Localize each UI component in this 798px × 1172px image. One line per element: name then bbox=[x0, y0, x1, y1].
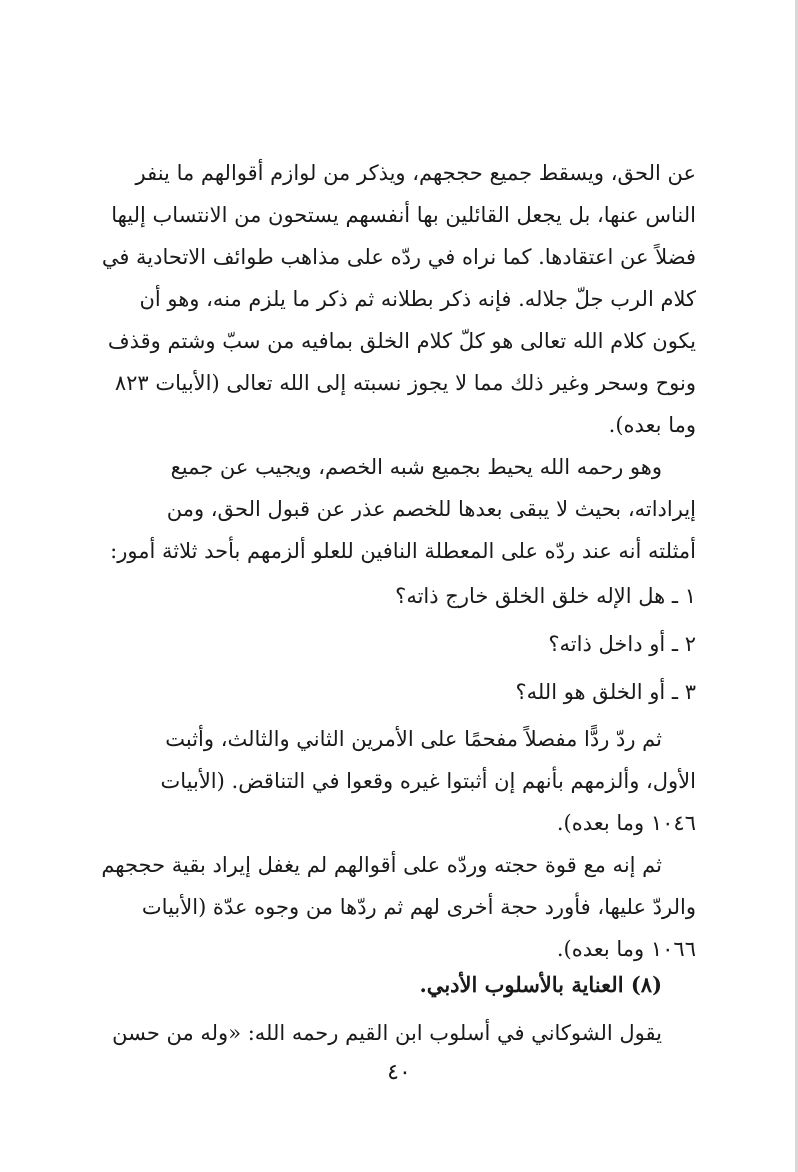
paragraph-line: الناس عنها، بل يجعل القائلين بها أنفسهم يستحون من الانتساب إليها bbox=[111, 203, 696, 227]
paragraph-line: عن الحق، ويسقط جميع حججهم، ويذكر من لوازم أقوالهم ما ينفر bbox=[135, 161, 696, 185]
section-heading bbox=[80, 964, 696, 1006]
list-item: ٢ ـ أو داخل ذاته؟ bbox=[548, 632, 696, 656]
paragraph-line: أمثلته أنه عند ردّه على المعطلة النافين للعلو ألزمهم بأحد ثلاثة أمور: bbox=[110, 539, 696, 563]
paragraph-line: ثم ردّ ردًّا مفصلاً مفحمًا على الأمرين الثاني والثالث، وأثبت bbox=[165, 727, 662, 751]
list-item: ١ ـ هل الإله خلق الخلق خارج ذاته؟ bbox=[395, 584, 696, 608]
paragraph-line: يقول الشوكاني في أسلوب ابن القيم رحمه الله: «وله من حسن bbox=[112, 1021, 662, 1045]
list-item: ٣ ـ أو الخلق هو الله؟ bbox=[515, 680, 696, 704]
numbered-list bbox=[80, 572, 696, 716]
paragraph-2 bbox=[80, 446, 696, 572]
paragraph-line: وهو رحمه الله يحيط بجميع شبه الخصم، ويجيب عن جميع bbox=[170, 455, 662, 479]
paragraph-line: ١٠٦٦ وما بعده). bbox=[556, 937, 696, 961]
paragraph-5 bbox=[80, 1012, 696, 1054]
paragraph-line: والردّ عليها، فأورد حجة أخرى لهم ثم ردّها من وجوه عدّة (الأبيات bbox=[141, 895, 696, 919]
paragraph-line: فضلاً عن اعتقادها. كما نراه في ردّه على مذاهب طوائف الاتحادية في bbox=[101, 245, 696, 269]
paragraph-3 bbox=[80, 718, 696, 844]
paragraph-1 bbox=[80, 152, 696, 446]
paragraph-line: ١٠٤٦ وما بعده). bbox=[556, 811, 696, 835]
paragraph-line: وما بعده). bbox=[608, 413, 696, 437]
paragraph-line: كلام الرب جلّ جلاله. فإنه ذكر بطلانه ثم ذكر ما يلزم منه، وهو أن bbox=[139, 287, 696, 311]
paragraph-line: إيراداته، بحيث لا يبقى بعدها للخصم عذر عن قبول الحق، ومن bbox=[166, 497, 696, 521]
paragraph-line: الأول، وألزمهم بأنهم إن أثبتوا غيره وقعوا في التناقض. (الأبيات bbox=[160, 769, 696, 793]
paragraph-line: يكون كلام الله تعالى هو كلّ كلام الخلق بمافيه من سبّ وشتم وقذف bbox=[107, 329, 696, 353]
paragraph-line: ونوح وسحر وغير ذلك مما لا يجوز نسبته إلى الله تعالى (الأبيات ٨٢٣ bbox=[114, 371, 696, 395]
heading-text: (٨) العناية بالأسلوب الأدبي. bbox=[419, 972, 662, 997]
paragraph-4 bbox=[80, 844, 696, 970]
page-number: ٤٠ bbox=[387, 1060, 411, 1085]
paragraph-line: ثم إنه مع قوة حجته وردّه على أقوالهم لم يغفل إيراد بقية حججهم bbox=[101, 853, 662, 877]
